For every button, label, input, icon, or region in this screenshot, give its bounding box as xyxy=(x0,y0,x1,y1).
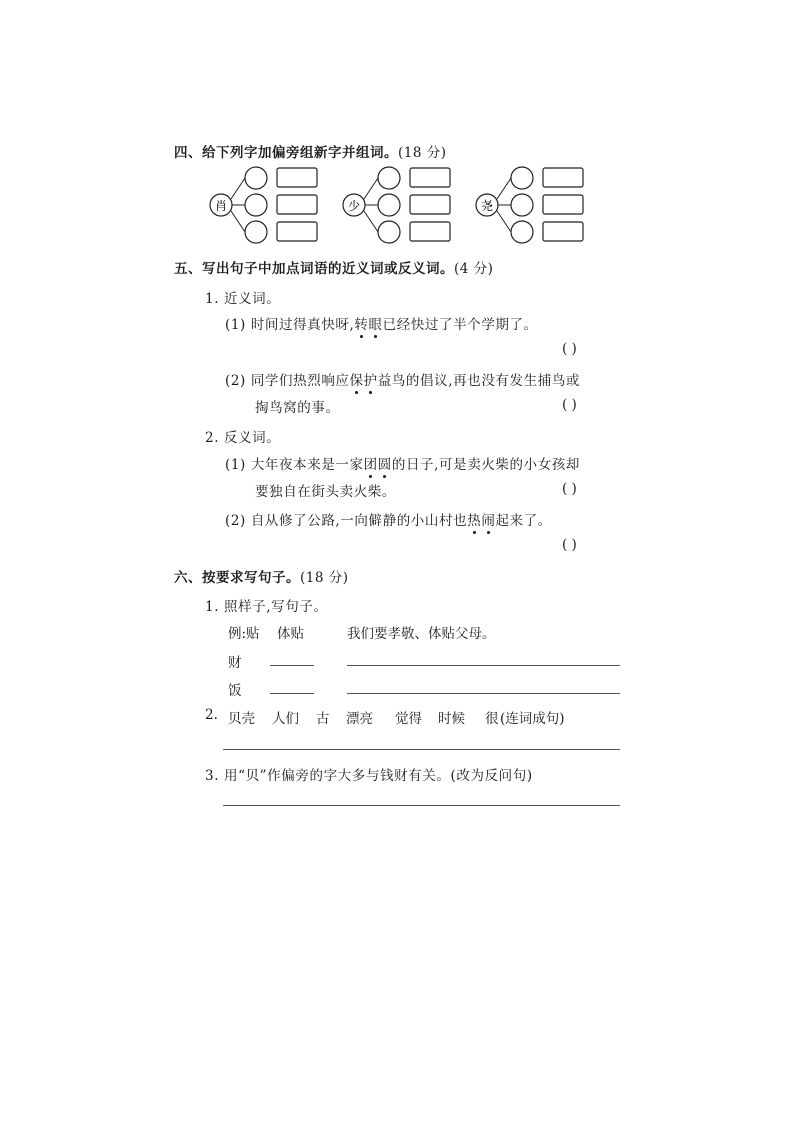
word-chip: 觉得 xyxy=(395,711,422,727)
word-box[interactable] xyxy=(410,195,450,214)
word-chip: 古 xyxy=(316,711,330,727)
dotted-char: 圆 xyxy=(378,453,392,473)
base-char: 少 xyxy=(347,199,361,213)
section-4-title: 四、给下列字加偏旁组新字并组词。(18 分) xyxy=(174,145,447,161)
example-label: 例:贴 xyxy=(228,626,260,642)
branch-line xyxy=(364,211,378,232)
question-6-2-number: 2. xyxy=(205,707,218,723)
dotted-char: 团 xyxy=(364,453,378,473)
answer-paren[interactable]: ( ) xyxy=(562,537,577,553)
new-char-circle[interactable] xyxy=(378,221,400,243)
dotted-char: 保 xyxy=(350,369,364,389)
question-6-2-hint: (连词成句) xyxy=(500,711,565,727)
new-char-circle[interactable] xyxy=(245,167,267,189)
radical-group-2 xyxy=(343,167,450,243)
branch-line xyxy=(364,178,378,199)
question-5-2-1-line2: 要独自在街头卖火柴。 xyxy=(255,484,396,500)
dotted-char: 转 xyxy=(354,313,368,333)
word-box[interactable] xyxy=(277,195,317,214)
new-char-circle[interactable] xyxy=(378,194,400,216)
row-char-fan: 饭 xyxy=(228,683,242,699)
answer-paren[interactable]: ( ) xyxy=(562,397,577,413)
new-char-circle[interactable] xyxy=(378,167,400,189)
example-word: 体贴 xyxy=(277,626,304,642)
new-char-circle[interactable] xyxy=(245,221,267,243)
word-blank[interactable] xyxy=(270,693,314,694)
radical-group-1 xyxy=(210,167,317,243)
new-char-circle[interactable] xyxy=(245,194,267,216)
radical-diagram xyxy=(0,0,794,260)
branch-line xyxy=(497,178,511,199)
dotted-char: 眼 xyxy=(369,313,383,333)
synonym-heading: 1. 近义词。 xyxy=(205,291,281,307)
word-box[interactable] xyxy=(277,168,317,187)
row-char-cai: 财 xyxy=(228,655,242,671)
word-chip: 贝壳 xyxy=(228,711,255,727)
new-char-circle[interactable] xyxy=(511,167,533,189)
branch-line xyxy=(231,178,245,199)
word-box[interactable] xyxy=(410,222,450,241)
question-5-1-2-line2: 掏鸟窝的事。 xyxy=(255,400,340,416)
new-char-circle[interactable] xyxy=(511,194,533,216)
sentence-blank[interactable] xyxy=(347,665,620,666)
answer-paren[interactable]: ( ) xyxy=(562,481,577,497)
word-chip: 人们 xyxy=(272,711,299,727)
section-6-title: 六、按要求写句子。(18 分) xyxy=(174,570,349,586)
question-5-2-1: (1) 大年夜本来是一家团圆的日子,可是卖火柴的小女孩却 xyxy=(225,453,580,473)
word-box[interactable] xyxy=(543,195,583,214)
word-chip: 很 xyxy=(485,711,499,727)
antonym-heading: 2. 反义词。 xyxy=(205,430,281,446)
branch-line xyxy=(231,211,245,232)
word-box[interactable] xyxy=(543,222,583,241)
word-box[interactable] xyxy=(543,168,583,187)
question-5-1-1: (1) 时间过得真快呀,转眼已经快过了半个学期了。 xyxy=(225,313,538,333)
example-heading: 1. 照样子,写句子。 xyxy=(205,599,328,615)
word-chip: 时候 xyxy=(438,711,465,727)
example-sentence: 我们要孝敬、体贴父母。 xyxy=(347,626,496,642)
word-box[interactable] xyxy=(410,168,450,187)
new-char-circle[interactable] xyxy=(511,221,533,243)
base-char: 尧 xyxy=(480,199,494,213)
question-5-1-2: (2) 同学们热烈响应保护益鸟的倡议,再也没有发生捕鸟或 xyxy=(225,369,580,389)
question-6-3: 3. 用“贝”作偏旁的字大多与钱财有关。(改为反问句) xyxy=(205,768,533,784)
answer-paren[interactable]: ( ) xyxy=(562,341,577,357)
word-blank[interactable] xyxy=(270,665,314,666)
dotted-char: 热 xyxy=(467,509,481,529)
question-5-2-2: (2) 自从修了公路,一向僻静的小山村也热闹起来了。 xyxy=(225,509,552,529)
section-5-title: 五、写出句子中加点词语的近义词或反义词。(4 分) xyxy=(174,261,494,277)
sentence-blank[interactable] xyxy=(347,693,620,694)
branch-line xyxy=(497,211,511,232)
base-char: 肖 xyxy=(214,199,228,213)
answer-line[interactable] xyxy=(223,749,620,750)
answer-line[interactable] xyxy=(223,805,620,806)
radical-group-3 xyxy=(476,167,583,243)
word-box[interactable] xyxy=(277,222,317,241)
word-chip: 漂亮 xyxy=(346,711,373,727)
dotted-char: 闹 xyxy=(481,509,495,529)
dotted-char: 护 xyxy=(364,369,378,389)
